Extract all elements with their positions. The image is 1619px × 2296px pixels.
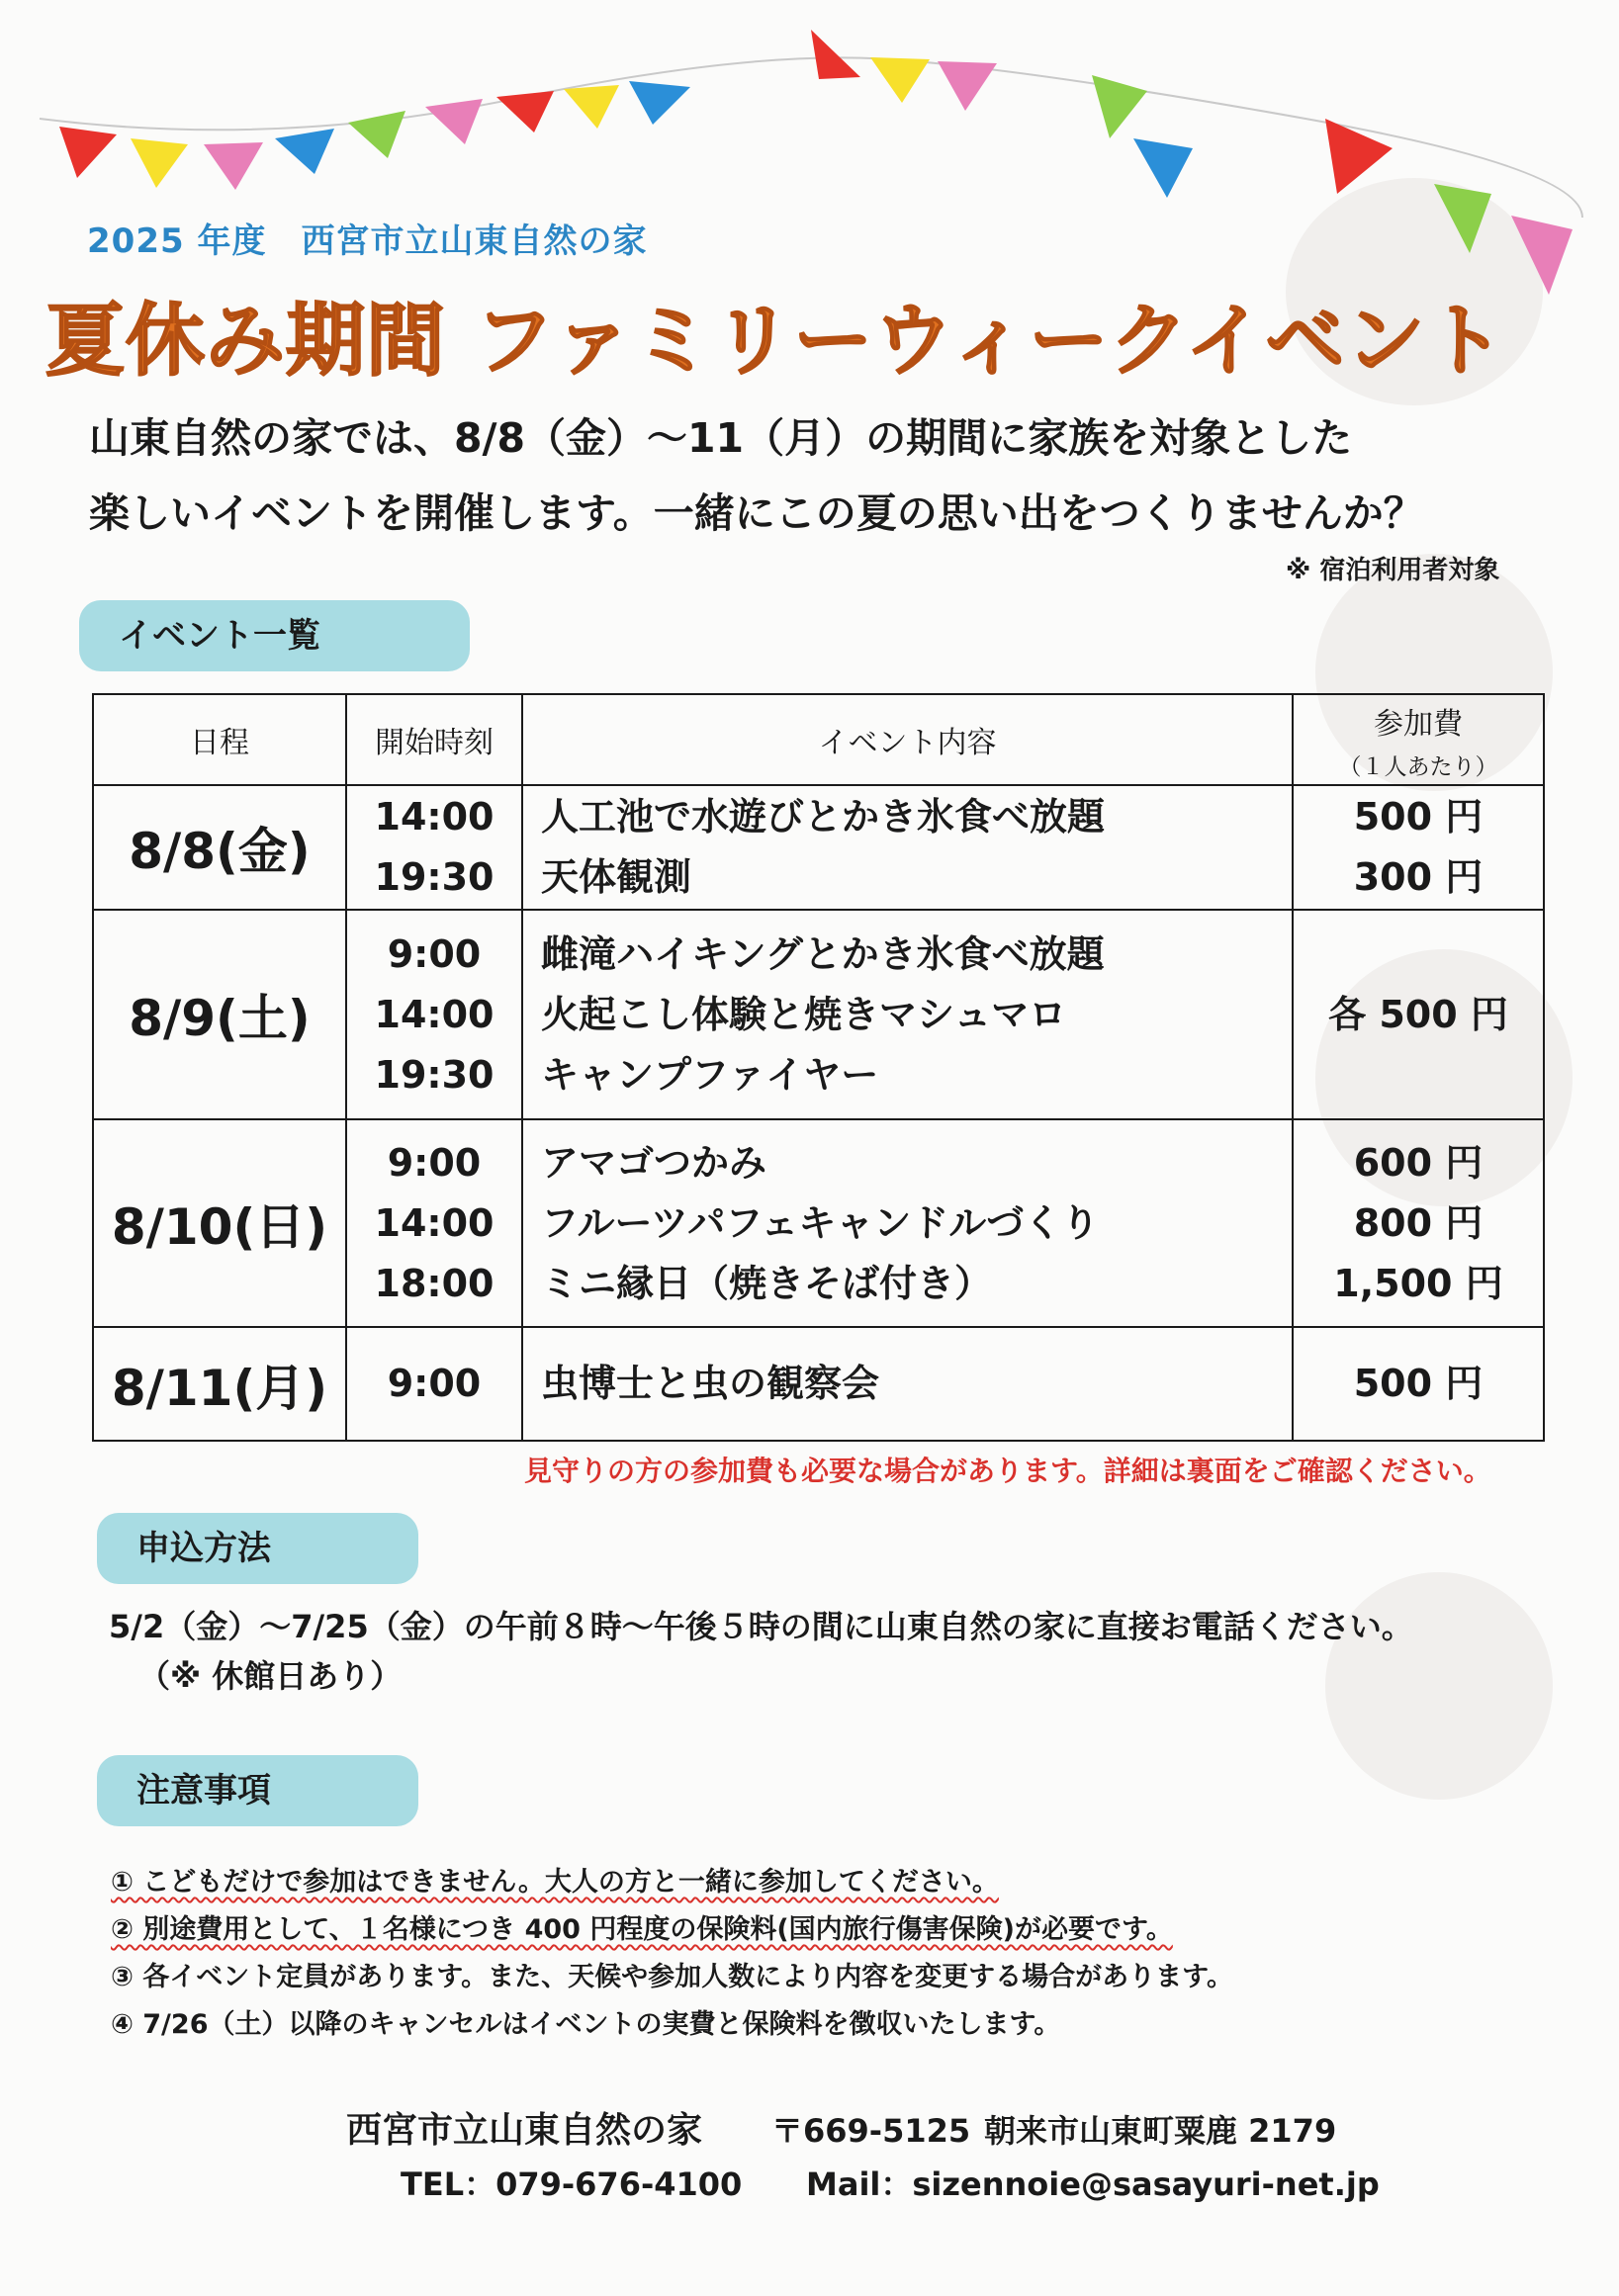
start-time: 9:00 bbox=[387, 931, 482, 976]
apply-section-label: 申込方法 bbox=[97, 1513, 418, 1584]
year-and-venue-line: 2025 年度 西宮市立山東自然の家 bbox=[87, 221, 648, 261]
fee-value: 1,500 円 bbox=[1333, 1261, 1503, 1305]
fee-value: 300 円 bbox=[1353, 855, 1484, 899]
list-item: ③ 各イベント定員があります。また、天候や参加人数により内容を変更する場合があります。 bbox=[111, 1962, 1233, 1992]
table-row bbox=[93, 1119, 1544, 1327]
bunting-flag bbox=[1325, 119, 1393, 194]
fee-value bbox=[1294, 1045, 1543, 1105]
event-cell bbox=[522, 1327, 1293, 1441]
event-name: アマゴつかみ bbox=[541, 1140, 767, 1185]
fee-cell bbox=[1293, 1119, 1544, 1327]
event-name: 虫博士と虫の観察会 bbox=[541, 1362, 880, 1405]
list-item: ① こどもだけで参加はできません。大人の方と一緒に参加してください。 bbox=[111, 1867, 999, 1898]
bunting-flag bbox=[1133, 138, 1193, 198]
footer-mail: Mail：sizennoie@sasayuri-net.jp bbox=[806, 2165, 1380, 2203]
header-fee bbox=[1293, 694, 1544, 785]
bunting-flag bbox=[938, 61, 997, 111]
time-cell bbox=[346, 1119, 522, 1327]
fee-value: 500 円 bbox=[1353, 1362, 1484, 1405]
start-time: 18:00 bbox=[374, 1261, 495, 1305]
time-cell bbox=[346, 910, 522, 1119]
date-cell: 8/8(金) bbox=[93, 785, 346, 910]
header-fee-sub: （１人あたり） bbox=[1338, 753, 1498, 780]
table-row bbox=[93, 1327, 1544, 1441]
start-time: 9:00 bbox=[387, 1140, 482, 1185]
bunting-flag bbox=[1092, 75, 1147, 138]
list-item: ② 別途費用として、１名様につき 400 円程度の保険料(国内旅行傷害保険)が必要です。 bbox=[111, 1914, 1173, 1945]
header-time: 開始時刻 bbox=[346, 694, 522, 785]
bunting-flag bbox=[59, 127, 117, 178]
start-time: 14:00 bbox=[374, 1200, 495, 1245]
event-cell bbox=[522, 1119, 1293, 1327]
guardian-fee-warning: 見守りの方の参加費も必要な場合があります。詳細は裏面をご確認ください。 bbox=[524, 1455, 1491, 1487]
date-cell: 8/10(日) bbox=[93, 1119, 346, 1327]
fee-cell bbox=[1293, 1327, 1544, 1441]
lead-line-2: 楽しいイベントを開催します。一緒にこの夏の思い出をつくりませんか？ bbox=[89, 489, 1424, 537]
header-fee-label: 参加費 bbox=[1374, 706, 1463, 742]
bunting-flag bbox=[564, 85, 619, 129]
time-cell bbox=[346, 785, 522, 910]
apply-line-1: 5/2（金）～7/25（金）の午前８時～午後５時の間に山東自然の家に直接お電話ください。 bbox=[109, 1608, 1413, 1645]
lead-line-1: 山東自然の家では、8/8（金）～11（月）の期間に家族を対象とした bbox=[89, 414, 1353, 462]
footer-org: 西宮市立山東自然の家 bbox=[346, 2110, 703, 2151]
bunting-flag bbox=[870, 57, 930, 103]
apply-instructions bbox=[109, 1602, 1413, 1701]
event-name: 雌滝ハイキングとかき氷食べ放題 bbox=[541, 931, 1105, 976]
table-row bbox=[93, 910, 1544, 1119]
bunting-flag bbox=[204, 142, 263, 190]
page-title: 夏休み期間 ファミリーウィークイベント bbox=[45, 295, 1506, 387]
bunting-flag bbox=[1434, 184, 1491, 253]
lodging-guest-note: ※ 宿泊利用者対象 bbox=[1286, 556, 1500, 585]
event-name: 火起こし体験と焼きマシュマロ bbox=[541, 992, 1067, 1036]
events-table bbox=[92, 693, 1545, 1442]
bunting-flag bbox=[348, 111, 405, 158]
fee-value bbox=[1294, 925, 1543, 985]
time-cell bbox=[346, 1327, 522, 1441]
bunting-flag bbox=[1511, 216, 1573, 295]
footer-tel: TEL：079-676-4100 bbox=[401, 2165, 743, 2203]
date-cell: 8/11(月) bbox=[93, 1327, 346, 1441]
header-content: イベント内容 bbox=[522, 694, 1293, 785]
apply-line-2: （※ 休館日あり） bbox=[138, 1657, 403, 1695]
fee-value: 600 円 bbox=[1353, 1140, 1484, 1185]
bunting-flag bbox=[131, 138, 188, 188]
fee-value: 800 円 bbox=[1353, 1200, 1484, 1245]
bunting-flag bbox=[629, 81, 690, 125]
table-row bbox=[93, 785, 1544, 910]
event-name: 天体観測 bbox=[541, 855, 692, 899]
event-cell bbox=[522, 910, 1293, 1119]
list-item: ④ 7/26（土）以降のキャンセルはイベントの実費と保険料を徴収いたします。 bbox=[111, 2009, 1061, 2040]
bunting-flag bbox=[496, 91, 554, 132]
event-name: ミニ縁日（焼きそば付き） bbox=[541, 1261, 993, 1305]
contact-footer bbox=[346, 2102, 1380, 2217]
bunting-flag bbox=[811, 30, 860, 79]
start-time: 9:00 bbox=[387, 1362, 482, 1405]
date-cell: 8/9(土) bbox=[93, 910, 346, 1119]
header-date: 日程 bbox=[93, 694, 346, 785]
lead-paragraph bbox=[89, 400, 1563, 551]
event-name: フルーツパフェキャンドルづくり bbox=[541, 1200, 1100, 1245]
table-header-row bbox=[93, 694, 1544, 785]
event-name: 人工池で水遊びとかき氷食べ放題 bbox=[541, 795, 1106, 839]
footer-address: 朝来市山東町粟鹿 2179 bbox=[984, 2112, 1337, 2150]
bunting-flag bbox=[425, 99, 483, 144]
notes-section-label: 注意事項 bbox=[97, 1755, 418, 1826]
start-time: 19:30 bbox=[374, 855, 495, 899]
fee-value: 各 500 円 bbox=[1328, 992, 1508, 1036]
event-name: キャンプファイヤー bbox=[541, 1052, 879, 1097]
footer-zip: 〒669-5125 bbox=[771, 2112, 971, 2150]
fee-cell bbox=[1293, 785, 1544, 910]
fee-value: 500 円 bbox=[1353, 795, 1484, 839]
fee-cell bbox=[1293, 910, 1544, 1119]
notes-list bbox=[111, 1859, 1233, 2049]
bunting-flag bbox=[275, 129, 334, 174]
start-time: 19:30 bbox=[374, 1052, 495, 1097]
event-cell bbox=[522, 785, 1293, 910]
events-section-label: イベント一覧 bbox=[79, 600, 470, 671]
start-time: 14:00 bbox=[374, 992, 495, 1036]
start-time: 14:00 bbox=[374, 795, 495, 839]
